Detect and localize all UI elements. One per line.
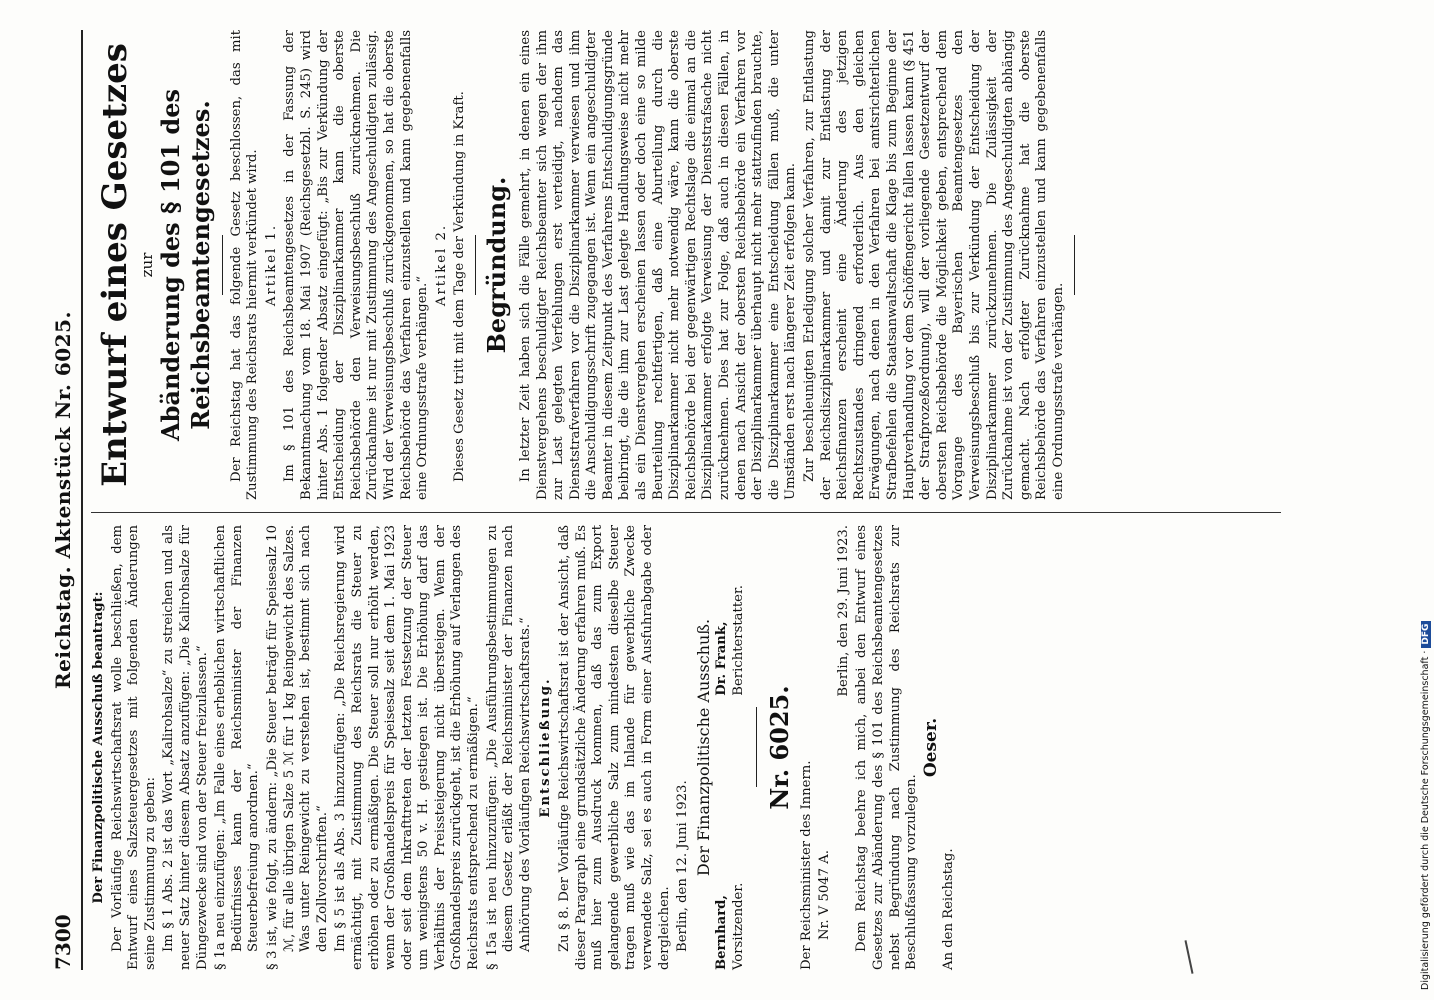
article-heading: Artikel 2. <box>433 223 449 307</box>
divider <box>1074 235 1075 295</box>
signer-reporter-role: Berichterstatter. <box>730 585 746 696</box>
signatures <box>714 525 747 970</box>
reasoning-paragraph: In letzter Zeit haben sich die Fälle gemehrt, in denen ein eines Dienstvergehens beschuldigter Reichsbeamter sich wegen der ihm zur Last gelegten Verfehlungen erst verteidigt, nachdem das Dienststrafverfahren vor die Disziplinarkammer verwiesen und ihm die Anschuldigungsschrift zugegangen ist. Wenn ein angeschuldigter Beamter in diesem Zeitpunkt des Verfahrens Entschuldigungsgründe beibringt, die die ihm zur Last gelegte Handlungsweise nicht mehr als ein Dienstvergehen erscheinen lassen oder doch eine so milde Beurteilung rechtfertigen, daß eine Aburteilung durch die Disziplinarkammer nicht mehr notwendig wäre, kann die oberste Reichsbehörde bei der gegenwärtigen Rechtslage die einmal an die Disziplinarkammer erfolgte Verweisung der Dienststrafsache nicht zurücknehmen. Dies hat zur Folge, daß auch in diesen Fällen, in denen nach Ansicht der obersten Reichsbehörde ein Verfahren vor der Disziplinarkammer überhaupt nicht mehr stattzufinden brauchte, die Disziplinarkammer eine Entscheidung fällen muß, die unter Umständen erst nach längerer Zeit erfolgen kann. <box>517 30 799 500</box>
reasoning-paragraph: Zur beschleunigten Erledigung solcher Verfahren, zur Entlastung der Reichsdisziplinarkammer und damit zur Entlastung der Reichsfinanzen erscheint eine Änderung des jetzigen Rechtszustandes dringend erforderlich. Aus den gleichen Erwägungen, nach denen in den Verfahren bei amtsrichterlichen Strafbefehlen die Staatsanwaltschaft die Klage bis zum Beginne der Hauptverhandlung vor dem Schöffengericht fallen lassen kann (§ 451 der Strafprozeßordnung), will der vorliegende Gesetzentwurf der obersten Reichsbehörde die Möglichkeit geben, entsprechend dem Vorgange des Bayerischen Beamtengesetzes den Verweisungsbeschluß bis zur Verkündung der Entscheidung der Disziplinarkammer zurückzunehmen. Die Zulässigkeit der Zurücknahme ist von der Zustimmung des Angeschuldigten abhängig gemacht. Nach erfolgter Zurücknahme hat die oberste Reichsbehörde das Verfahren einzustellen und kann gegebenenfalls eine Ordnungsstrafe verhängen. <box>802 30 1066 500</box>
preamble: Der Reichstag hat das folgende Gesetz beschlossen, das mit Zustimmung des Reichsrats hiermit verkündet wird. <box>228 30 261 500</box>
bill-title-zur: zur <box>138 252 156 278</box>
divider <box>475 235 476 295</box>
funding-sidebar <box>1420 10 1434 990</box>
amendment-item: § 1a neu einzufügen: „Im Falle eines erheblichen wirtschaftlichen Bedürfnisses kann der Reichsminister der Finanzen Steuerbefreiung anordnen.“ <box>213 525 262 970</box>
article-heading: Artikel 1. <box>263 223 279 307</box>
rotated-document-page <box>47 30 1387 970</box>
page-number: 7300 <box>51 914 75 970</box>
amendment-item: § 3 ist, wie folgt, zu ändern: „Die Steuer beträgt für Speisesalz 10 ℳ, für alle übrigen Salze 5 ℳ für 1 kg Reingewicht des Salzes. Was unter Reingewicht zu verstehen ist, bestimmt sich nach den Zollvorschriften.“ <box>264 525 330 970</box>
addressee: An den Reichstag. <box>941 848 957 970</box>
minister-line: Der Reichsminister des Innern. <box>798 760 814 970</box>
bill-title: Entwurf eines Gesetzes <box>95 43 135 487</box>
right-column <box>91 30 1081 500</box>
committee-signature: Der Finanzpolitische Ausschuß. <box>693 618 713 877</box>
resolution-text: Zu § 8. Der Vorläufige Reichswirtschaftsrat ist der Ansicht, daß dieser Paragraph eine grundsätzliche Änderung erfahren muß. Es muß hier zum Ausdruck kommen, daß das zum Export gelangende gewerbliche Salz zum mindesten dieselbe Steuer tragen muß wie das im Inlande für gewerbliche Zwecke verwendete Salz, sei es auch in Form einer Ausfuhrabgabe oder dergleichen. <box>557 525 672 970</box>
amendment-item: Im § 1 Abs. 2 ist das Wort „Kalirohsalze“ zu streichen und als neuer Satz hinter diesem Absatz anzufügen: „Die Kalirohsalze für Düngezwecke sind von der Steuer freizulassen.“ <box>161 525 210 970</box>
divider <box>756 708 757 788</box>
document-number-title: Nr. 6025. <box>764 685 794 810</box>
article-text: Dieses Gesetz tritt mit dem Tage der Verkündung in Kraft. <box>452 91 468 482</box>
date-line: Berlin, den 29. Juni 1923. <box>835 525 851 697</box>
amendment-item: Im § 5 ist als Abs. 3 hinzuzufügen: „Die Reichsregierung wird ermächtigt, mit Zustimmung des Reichsrats die Steuer zu erhöhen oder zu ermäßigen. Die Steuer soll nur erhöht werden, wenn der Großhandelspreis für Speisesalz seit dem 1. Mai 1923 oder seit dem Inkrafttreten der letzten Festsetzung der Steuer um wenigstens 50 v. H. gestiegen ist. Die Erhöhung darf das Verhältnis der Preissteigerung nicht übersteigen. Wenn der Großhandelspreis zurückgeht, ist die Erhöhung auf Verlangen des Reichsrats entsprechend zu ermäßigen.“ <box>333 525 482 970</box>
signer-chair-name: Bernhard, <box>714 895 730 970</box>
funding-text: Digitalisierung gefördert durch die Deutsche Forschungsgemeinschaft · <box>1420 650 1431 990</box>
resolution-title: Entschließung. <box>538 677 554 818</box>
cover-letter: Dem Reichstag beehre ich mich, anbei den Entwurf eines Gesetzes zur Abänderung des § 101 des Reichsbeamtengesetzes nebst Begründung nach Zustimmung des Reichsrats zur Beschlußfassung vorzulegen. <box>854 525 920 970</box>
reference-number: Nr. V 5047 A. <box>817 850 833 940</box>
dfg-logo: DFG <box>1421 621 1431 648</box>
bill-subtitle: Abänderung des § 101 des Reichsbeamtengesetzes. <box>155 89 215 441</box>
column-separator <box>91 512 1281 513</box>
reasoning-title: Begründung. <box>481 176 511 354</box>
amendment-item: § 15a ist neu hinzuzufügen: „Die Ausführungsbestimmungen zu diesem Gesetz erläßt der Reichsminister der Finanzen nach Anhörung des Vorläufigen Reichswirtschaftsrats.“ <box>484 525 533 970</box>
divider <box>222 235 223 295</box>
article-text: Im § 101 des Reichsbeamtengesetzes in der Fassung der Bekanntmachung vom 18. Mai 1907 (Reichsgesetzbl. S. 245) wird hinter Abs. 1 folgender Absatz eingefügt: „Bis zur Verkündung der Entscheidung der Disziplinarkammer kann die oberste Reichsbehörde den Verweisungsbeschluß zurücknehmen. Die Zurücknahme ist nur mit Zustimmung des Angeschuldigten zulässig. Wird der Verweisungsbeschluß zurückgenommen, so hat die oberste Reichsbehörde das Verfahren einzustellen und kann gegebenenfalls eine Ordnungsstrafe verhängen.“ <box>282 30 431 500</box>
left-column <box>91 525 960 970</box>
committee-intro: Der Vorläufige Reichswirtschaftsrat wolle beschließen, dem Entwurf eines Salzsteuergesetzes mit folgenden Änderungen seine Zustimmung zu geben: <box>109 525 158 970</box>
page-header <box>47 30 83 970</box>
date-line: Berlin, den 12. Juni 1923. <box>675 780 691 952</box>
committee-title: Der Finanzpolitische Ausschuß beantragt: <box>91 591 106 904</box>
signer-name: Oeser. <box>920 717 941 778</box>
signer-chair-role: Vorsitzender. <box>730 882 746 970</box>
running-head: Reichstag. Aktenstück Nr. 6025. <box>51 311 75 689</box>
signer-reporter-name: Dr. Frank, <box>714 621 730 696</box>
